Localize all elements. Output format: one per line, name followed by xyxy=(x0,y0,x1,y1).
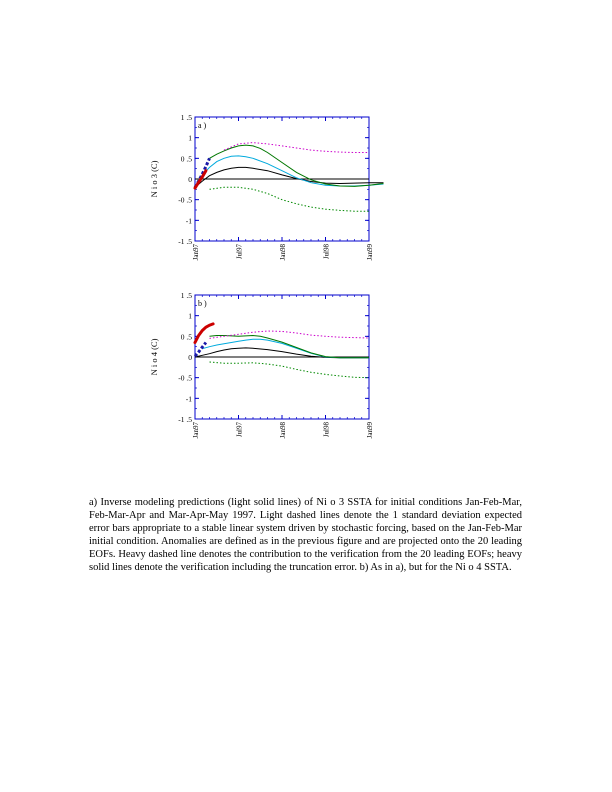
panel-label: a ) xyxy=(198,121,207,130)
x-tick-label: Jan97 xyxy=(192,244,200,261)
x-tick-label: Jan98 xyxy=(279,422,287,439)
y-tick-label: -1 xyxy=(185,216,192,226)
series-line-error_bar-error_lower xyxy=(210,362,370,378)
y-tick-label: 0 xyxy=(188,175,192,184)
y-axis-label: N i o 4 (C) xyxy=(149,338,159,376)
y-tick-label: 1 .5 xyxy=(180,113,192,122)
x-tick-label: Jan99 xyxy=(366,244,374,261)
y-tick-label: 1 xyxy=(188,311,192,321)
series-line-prediction-prediction_black xyxy=(195,348,369,358)
y-tick-label: -0 .5 xyxy=(178,195,192,205)
figure-caption: a) Inverse modeling predictions (light solid lines) of Ni o 3 SSTA for initial conditions Jan-Feb-Mar, Feb-Mar-Apr and Mar-Apr-May 1997. Light dashed lines denote the 1 standard deviation expected error bars appropriate to a stable linear system driven by stochastic forcing, based on the Jan-Feb-Mar initial condition. Anomalies are defined as in the previous figure and are projected onto the 20 leading EOFs. Heavy dashed line denotes the contribution to the verification from the 20 leading EOFs; heavy solid lines denote the verification including the truncation error. b) As in a), but for the Ni o 4 SSTA. xyxy=(89,497,522,573)
x-tick-label: Jul98 xyxy=(322,244,331,260)
series-line-verification-verification_blue xyxy=(195,343,206,357)
x-tick-label: Jul98 xyxy=(322,422,331,438)
chart-panel-2 xyxy=(149,291,374,438)
series-line-prediction-prediction_cyan xyxy=(202,339,369,358)
x-tick-label: Jan98 xyxy=(279,244,287,261)
x-tick-label: Jan97 xyxy=(192,422,200,439)
y-tick-label: 1 xyxy=(188,133,192,143)
series-line-verification-verification_red xyxy=(195,324,213,343)
series-line-prediction-prediction_green xyxy=(210,336,370,358)
series-line-error_bar-error_upper xyxy=(210,331,370,338)
chart-panel-1 xyxy=(149,113,384,260)
y-tick-label: -1 .5 xyxy=(178,237,192,246)
y-tick-label: -1 xyxy=(185,394,192,404)
y-tick-label: 0 .5 xyxy=(180,332,192,342)
series-line-prediction-prediction_green xyxy=(210,145,384,186)
y-tick-label: -0 .5 xyxy=(178,373,192,383)
x-tick-label: Jul97 xyxy=(235,422,244,438)
y-tick-label: 0 .5 xyxy=(180,154,192,164)
series-line-error_bar-error_lower xyxy=(210,187,370,211)
panel-label: b ) xyxy=(198,299,207,308)
series-line-error_bar-error_upper xyxy=(224,143,369,153)
x-tick-label: Jul97 xyxy=(235,244,244,260)
y-tick-label: 1 .5 xyxy=(180,291,192,300)
series-line-prediction-prediction_black xyxy=(195,167,384,187)
y-tick-label: 0 xyxy=(188,353,192,362)
x-tick-label: Jan99 xyxy=(366,422,374,439)
y-axis-label: N i o 3 (C) xyxy=(149,160,159,198)
y-tick-label: -1 .5 xyxy=(178,415,192,424)
